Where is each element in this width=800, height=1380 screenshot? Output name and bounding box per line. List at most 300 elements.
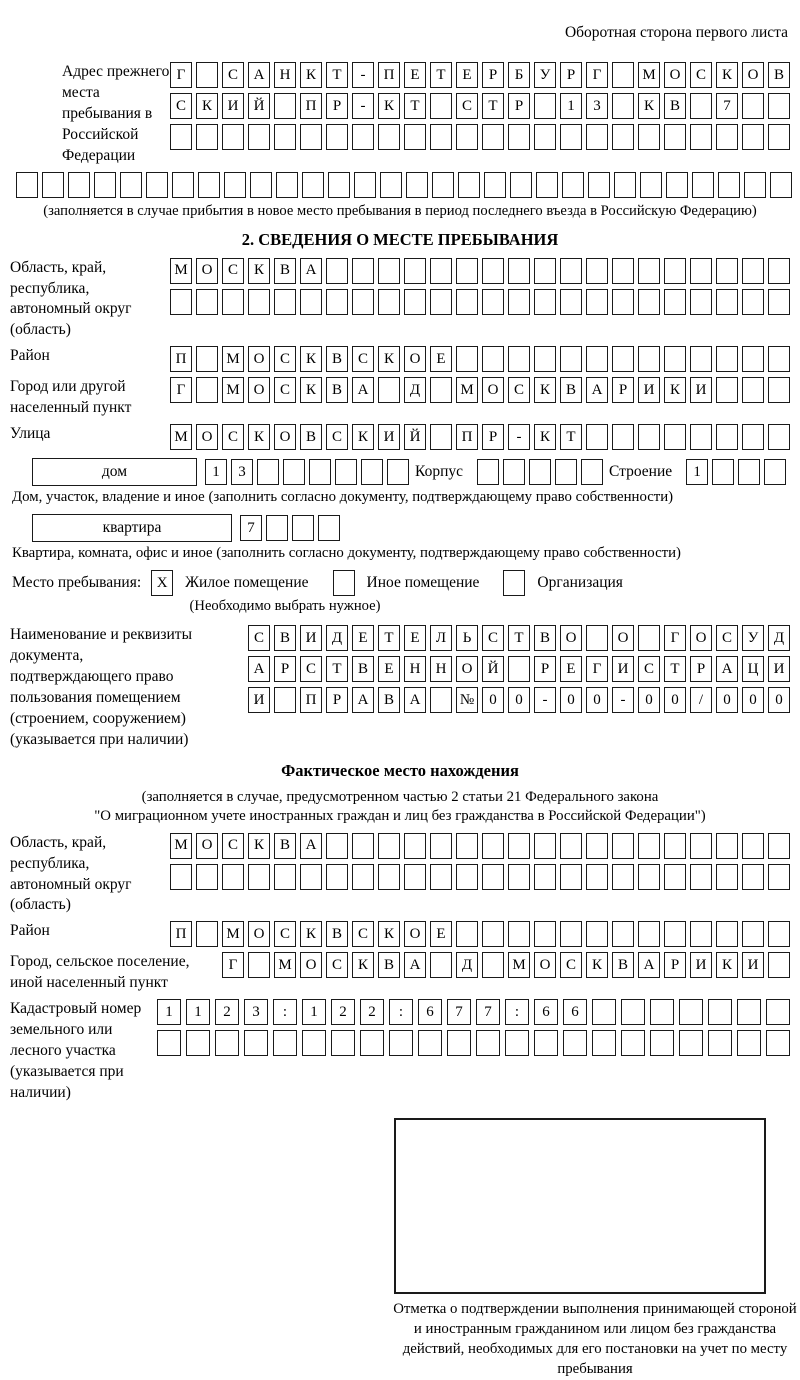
char-cell[interactable] (690, 864, 712, 890)
char-cell[interactable] (300, 289, 322, 315)
char-cell[interactable]: Б (508, 62, 530, 88)
house-cells[interactable] (205, 459, 409, 485)
char-cell[interactable] (273, 1030, 297, 1056)
char-cell[interactable]: Р (274, 656, 296, 682)
char-cell[interactable]: С (222, 833, 244, 859)
char-cell[interactable] (768, 921, 790, 947)
char-cell[interactable] (560, 833, 582, 859)
char-cell[interactable]: О (248, 921, 270, 947)
char-cell[interactable]: В (326, 377, 348, 403)
char-cell[interactable]: 0 (716, 687, 738, 713)
house-field-box[interactable]: дом (32, 458, 197, 486)
char-cell[interactable] (456, 258, 478, 284)
char-cell[interactable] (768, 952, 790, 978)
char-cell[interactable] (534, 833, 556, 859)
char-cell[interactable]: В (612, 952, 634, 978)
char-cell[interactable] (742, 124, 764, 150)
char-cell[interactable]: Г (170, 377, 192, 403)
char-cell[interactable] (712, 459, 734, 485)
char-cell[interactable]: Р (326, 687, 348, 713)
char-cell[interactable] (430, 864, 452, 890)
char-cell[interactable]: 3 (586, 93, 608, 119)
char-cell[interactable]: К (638, 93, 660, 119)
char-cell[interactable] (222, 864, 244, 890)
char-cell[interactable]: К (352, 952, 374, 978)
char-cell[interactable] (406, 172, 428, 198)
char-cell[interactable]: С (352, 346, 374, 372)
char-cell[interactable]: Г (664, 625, 686, 651)
char-cell[interactable] (274, 124, 296, 150)
document-row3[interactable] (248, 687, 790, 713)
char-cell[interactable] (456, 921, 478, 947)
char-cell[interactable] (664, 424, 686, 450)
char-cell[interactable] (612, 346, 634, 372)
char-cell[interactable]: Т (326, 656, 348, 682)
char-cell[interactable] (534, 1030, 558, 1056)
char-cell[interactable] (770, 172, 792, 198)
char-cell[interactable] (742, 921, 764, 947)
char-cell[interactable]: О (248, 377, 270, 403)
char-cell[interactable] (742, 864, 764, 890)
char-cell[interactable] (529, 459, 551, 485)
char-cell[interactable] (638, 258, 660, 284)
char-cell[interactable] (650, 1030, 674, 1056)
char-cell[interactable] (586, 864, 608, 890)
char-cell[interactable] (274, 864, 296, 890)
char-cell[interactable] (430, 833, 452, 859)
char-cell[interactable]: О (196, 424, 218, 450)
char-cell[interactable] (198, 172, 220, 198)
char-cell[interactable] (708, 1030, 732, 1056)
char-cell[interactable] (716, 833, 738, 859)
char-cell[interactable] (638, 124, 660, 150)
actual-city-cells[interactable] (222, 952, 790, 978)
char-cell[interactable] (536, 172, 558, 198)
char-cell[interactable]: О (560, 625, 582, 651)
char-cell[interactable] (586, 833, 608, 859)
char-cell[interactable] (508, 346, 530, 372)
char-cell[interactable] (588, 172, 610, 198)
char-cell[interactable]: И (248, 687, 270, 713)
char-cell[interactable]: Р (560, 62, 582, 88)
char-cell[interactable]: Д (768, 625, 790, 651)
char-cell[interactable]: А (248, 656, 270, 682)
char-cell[interactable]: М (508, 952, 530, 978)
char-cell[interactable] (326, 258, 348, 284)
char-cell[interactable] (430, 424, 452, 450)
actual-region-row2[interactable] (170, 864, 790, 890)
char-cell[interactable] (621, 1030, 645, 1056)
char-cell[interactable] (404, 864, 426, 890)
char-cell[interactable] (248, 952, 270, 978)
char-cell[interactable] (354, 172, 376, 198)
char-cell[interactable]: С (170, 93, 192, 119)
char-cell[interactable] (482, 921, 504, 947)
char-cell[interactable]: С (456, 93, 478, 119)
char-cell[interactable]: Й (248, 93, 270, 119)
char-cell[interactable] (215, 1030, 239, 1056)
char-cell[interactable] (482, 124, 504, 150)
district-cells[interactable] (170, 346, 790, 372)
char-cell[interactable]: О (742, 62, 764, 88)
char-cell[interactable] (716, 921, 738, 947)
char-cell[interactable]: К (352, 424, 374, 450)
char-cell[interactable]: П (300, 93, 322, 119)
apartment-field-box[interactable]: квартира (32, 514, 232, 542)
char-cell[interactable] (476, 1030, 500, 1056)
char-cell[interactable] (534, 346, 556, 372)
char-cell[interactable] (482, 864, 504, 890)
char-cell[interactable]: И (612, 656, 634, 682)
prev-address-row2[interactable] (170, 93, 790, 119)
char-cell[interactable] (404, 289, 426, 315)
char-cell[interactable] (248, 864, 270, 890)
char-cell[interactable] (690, 833, 712, 859)
char-cell[interactable] (508, 921, 530, 947)
char-cell[interactable] (768, 289, 790, 315)
char-cell[interactable]: Ц (742, 656, 764, 682)
char-cell[interactable]: А (248, 62, 270, 88)
char-cell[interactable] (250, 172, 272, 198)
other-premises-checkbox[interactable] (333, 570, 355, 596)
char-cell[interactable] (768, 124, 790, 150)
char-cell[interactable] (560, 864, 582, 890)
char-cell[interactable]: О (456, 656, 478, 682)
char-cell[interactable] (768, 377, 790, 403)
char-cell[interactable] (378, 258, 400, 284)
char-cell[interactable] (664, 289, 686, 315)
char-cell[interactable] (716, 258, 738, 284)
char-cell[interactable] (716, 289, 738, 315)
char-cell[interactable]: Л (430, 625, 452, 651)
char-cell[interactable]: Т (560, 424, 582, 450)
char-cell[interactable]: И (222, 93, 244, 119)
char-cell[interactable]: - (534, 687, 556, 713)
char-cell[interactable]: 6 (418, 999, 442, 1025)
char-cell[interactable]: Р (612, 377, 634, 403)
char-cell[interactable] (716, 864, 738, 890)
char-cell[interactable]: Г (222, 952, 244, 978)
char-cell[interactable]: Г (586, 62, 608, 88)
char-cell[interactable] (157, 1030, 181, 1056)
char-cell[interactable] (309, 459, 331, 485)
cadastral-row1[interactable] (157, 999, 790, 1025)
char-cell[interactable] (664, 346, 686, 372)
char-cell[interactable] (581, 459, 603, 485)
char-cell[interactable] (690, 289, 712, 315)
char-cell[interactable]: К (300, 377, 322, 403)
char-cell[interactable] (638, 921, 660, 947)
char-cell[interactable]: К (300, 921, 322, 947)
char-cell[interactable]: 7 (716, 93, 738, 119)
char-cell[interactable] (586, 921, 608, 947)
char-cell[interactable]: 7 (447, 999, 471, 1025)
char-cell[interactable] (768, 864, 790, 890)
char-cell[interactable]: М (274, 952, 296, 978)
char-cell[interactable] (638, 289, 660, 315)
char-cell[interactable]: С (274, 346, 296, 372)
char-cell[interactable] (404, 833, 426, 859)
char-cell[interactable] (482, 833, 504, 859)
char-cell[interactable] (768, 424, 790, 450)
region-row2[interactable] (170, 289, 790, 315)
residential-checkbox[interactable]: X (151, 570, 173, 596)
char-cell[interactable] (534, 124, 556, 150)
char-cell[interactable] (690, 921, 712, 947)
char-cell[interactable] (484, 172, 506, 198)
char-cell[interactable]: Е (456, 62, 478, 88)
char-cell[interactable] (716, 124, 738, 150)
char-cell[interactable]: Т (326, 62, 348, 88)
char-cell[interactable]: К (378, 921, 400, 947)
char-cell[interactable]: С (222, 62, 244, 88)
char-cell[interactable] (430, 377, 452, 403)
char-cell[interactable]: В (378, 687, 400, 713)
char-cell[interactable] (614, 172, 636, 198)
char-cell[interactable] (534, 289, 556, 315)
char-cell[interactable]: С (352, 921, 374, 947)
char-cell[interactable]: О (404, 921, 426, 947)
char-cell[interactable] (283, 459, 305, 485)
char-cell[interactable] (274, 289, 296, 315)
char-cell[interactable] (196, 289, 218, 315)
char-cell[interactable] (716, 346, 738, 372)
char-cell[interactable] (456, 833, 478, 859)
char-cell[interactable]: Т (664, 656, 686, 682)
char-cell[interactable] (274, 93, 296, 119)
char-cell[interactable] (742, 346, 764, 372)
char-cell[interactable] (196, 864, 218, 890)
char-cell[interactable]: 7 (476, 999, 500, 1025)
char-cell[interactable] (482, 258, 504, 284)
char-cell[interactable] (196, 377, 218, 403)
char-cell[interactable]: 0 (586, 687, 608, 713)
char-cell[interactable] (352, 833, 374, 859)
char-cell[interactable] (690, 424, 712, 450)
char-cell[interactable] (612, 424, 634, 450)
document-row1[interactable] (248, 625, 790, 651)
char-cell[interactable]: К (586, 952, 608, 978)
char-cell[interactable] (302, 172, 324, 198)
char-cell[interactable] (42, 172, 64, 198)
apartment-cells[interactable] (240, 515, 340, 541)
char-cell[interactable] (664, 864, 686, 890)
char-cell[interactable]: С (222, 258, 244, 284)
char-cell[interactable]: С (482, 625, 504, 651)
char-cell[interactable]: К (664, 377, 686, 403)
char-cell[interactable] (404, 124, 426, 150)
char-cell[interactable]: 0 (664, 687, 686, 713)
char-cell[interactable] (430, 258, 452, 284)
char-cell[interactable]: А (404, 952, 426, 978)
char-cell[interactable] (326, 833, 348, 859)
char-cell[interactable]: Р (326, 93, 348, 119)
char-cell[interactable]: М (638, 62, 660, 88)
char-cell[interactable]: К (378, 93, 400, 119)
char-cell[interactable]: П (378, 62, 400, 88)
char-cell[interactable]: С (690, 62, 712, 88)
char-cell[interactable] (318, 515, 340, 541)
char-cell[interactable]: Р (534, 656, 556, 682)
char-cell[interactable]: С (508, 377, 530, 403)
char-cell[interactable]: Е (560, 656, 582, 682)
char-cell[interactable]: 0 (638, 687, 660, 713)
char-cell[interactable] (534, 864, 556, 890)
char-cell[interactable] (742, 258, 764, 284)
char-cell[interactable] (708, 999, 732, 1025)
char-cell[interactable] (508, 258, 530, 284)
char-cell[interactable] (664, 921, 686, 947)
char-cell[interactable]: Т (430, 62, 452, 88)
char-cell[interactable]: Т (404, 93, 426, 119)
char-cell[interactable] (690, 93, 712, 119)
char-cell[interactable]: - (352, 62, 374, 88)
char-cell[interactable] (718, 172, 740, 198)
prev-address-row4[interactable] (16, 172, 792, 198)
char-cell[interactable] (621, 999, 645, 1025)
char-cell[interactable]: И (378, 424, 400, 450)
char-cell[interactable]: К (300, 346, 322, 372)
char-cell[interactable]: М (222, 346, 244, 372)
char-cell[interactable]: / (690, 687, 712, 713)
char-cell[interactable]: Е (404, 625, 426, 651)
char-cell[interactable]: 2 (360, 999, 384, 1025)
char-cell[interactable] (560, 921, 582, 947)
char-cell[interactable]: К (534, 377, 556, 403)
char-cell[interactable] (742, 93, 764, 119)
char-cell[interactable]: : (273, 999, 297, 1025)
char-cell[interactable] (302, 1030, 326, 1056)
char-cell[interactable] (768, 833, 790, 859)
char-cell[interactable]: А (404, 687, 426, 713)
char-cell[interactable] (120, 172, 142, 198)
char-cell[interactable] (456, 289, 478, 315)
char-cell[interactable] (638, 424, 660, 450)
char-cell[interactable]: - (508, 424, 530, 450)
char-cell[interactable]: Р (482, 62, 504, 88)
char-cell[interactable]: И (300, 625, 322, 651)
char-cell[interactable] (222, 124, 244, 150)
char-cell[interactable]: Е (430, 346, 452, 372)
char-cell[interactable]: Е (352, 625, 374, 651)
char-cell[interactable] (248, 124, 270, 150)
char-cell[interactable] (638, 625, 660, 651)
char-cell[interactable]: С (222, 424, 244, 450)
char-cell[interactable] (738, 459, 760, 485)
char-cell[interactable]: А (352, 687, 374, 713)
char-cell[interactable]: М (222, 921, 244, 947)
char-cell[interactable]: 0 (508, 687, 530, 713)
char-cell[interactable] (430, 687, 452, 713)
char-cell[interactable]: 3 (244, 999, 268, 1025)
char-cell[interactable]: И (768, 656, 790, 682)
char-cell[interactable] (508, 864, 530, 890)
char-cell[interactable] (430, 952, 452, 978)
char-cell[interactable]: О (248, 346, 270, 372)
char-cell[interactable] (482, 346, 504, 372)
char-cell[interactable] (586, 124, 608, 150)
char-cell[interactable]: С (638, 656, 660, 682)
char-cell[interactable] (764, 459, 786, 485)
char-cell[interactable] (612, 833, 634, 859)
char-cell[interactable]: Р (508, 93, 530, 119)
char-cell[interactable]: И (690, 377, 712, 403)
char-cell[interactable] (612, 289, 634, 315)
char-cell[interactable] (612, 62, 634, 88)
char-cell[interactable]: В (326, 346, 348, 372)
char-cell[interactable] (352, 864, 374, 890)
char-cell[interactable] (679, 1030, 703, 1056)
char-cell[interactable]: Е (430, 921, 452, 947)
char-cell[interactable] (586, 625, 608, 651)
char-cell[interactable] (300, 124, 322, 150)
char-cell[interactable] (742, 833, 764, 859)
char-cell[interactable] (257, 459, 279, 485)
char-cell[interactable]: О (534, 952, 556, 978)
char-cell[interactable]: В (768, 62, 790, 88)
char-cell[interactable] (170, 289, 192, 315)
char-cell[interactable] (586, 424, 608, 450)
char-cell[interactable] (378, 833, 400, 859)
prev-address-row1[interactable] (170, 62, 790, 88)
char-cell[interactable] (508, 124, 530, 150)
char-cell[interactable] (380, 172, 402, 198)
stroenie-cells[interactable] (686, 459, 786, 485)
char-cell[interactable] (352, 289, 374, 315)
char-cell[interactable] (16, 172, 38, 198)
char-cell[interactable] (94, 172, 116, 198)
char-cell[interactable]: 0 (768, 687, 790, 713)
char-cell[interactable]: В (378, 952, 400, 978)
char-cell[interactable]: 1 (686, 459, 708, 485)
char-cell[interactable] (196, 921, 218, 947)
char-cell[interactable] (196, 124, 218, 150)
char-cell[interactable] (560, 346, 582, 372)
char-cell[interactable]: В (560, 377, 582, 403)
char-cell[interactable] (456, 346, 478, 372)
char-cell[interactable]: О (404, 346, 426, 372)
char-cell[interactable]: А (352, 377, 374, 403)
char-cell[interactable]: Д (404, 377, 426, 403)
char-cell[interactable]: В (664, 93, 686, 119)
char-cell[interactable]: Т (508, 625, 530, 651)
char-cell[interactable]: П (456, 424, 478, 450)
char-cell[interactable] (456, 864, 478, 890)
char-cell[interactable] (378, 289, 400, 315)
char-cell[interactable] (378, 864, 400, 890)
char-cell[interactable] (560, 124, 582, 150)
char-cell[interactable] (447, 1030, 471, 1056)
char-cell[interactable]: П (170, 921, 192, 947)
char-cell[interactable]: К (300, 62, 322, 88)
char-cell[interactable] (586, 346, 608, 372)
char-cell[interactable]: Й (482, 656, 504, 682)
char-cell[interactable] (248, 289, 270, 315)
organization-checkbox[interactable] (503, 570, 525, 596)
char-cell[interactable]: 2 (331, 999, 355, 1025)
char-cell[interactable]: И (690, 952, 712, 978)
char-cell[interactable] (690, 346, 712, 372)
char-cell[interactable] (326, 124, 348, 150)
char-cell[interactable] (331, 1030, 355, 1056)
char-cell[interactable] (586, 289, 608, 315)
char-cell[interactable] (766, 999, 790, 1025)
cadastral-row2[interactable] (157, 1030, 790, 1056)
char-cell[interactable] (562, 172, 584, 198)
char-cell[interactable] (352, 258, 374, 284)
char-cell[interactable]: К (248, 258, 270, 284)
char-cell[interactable] (389, 1030, 413, 1056)
